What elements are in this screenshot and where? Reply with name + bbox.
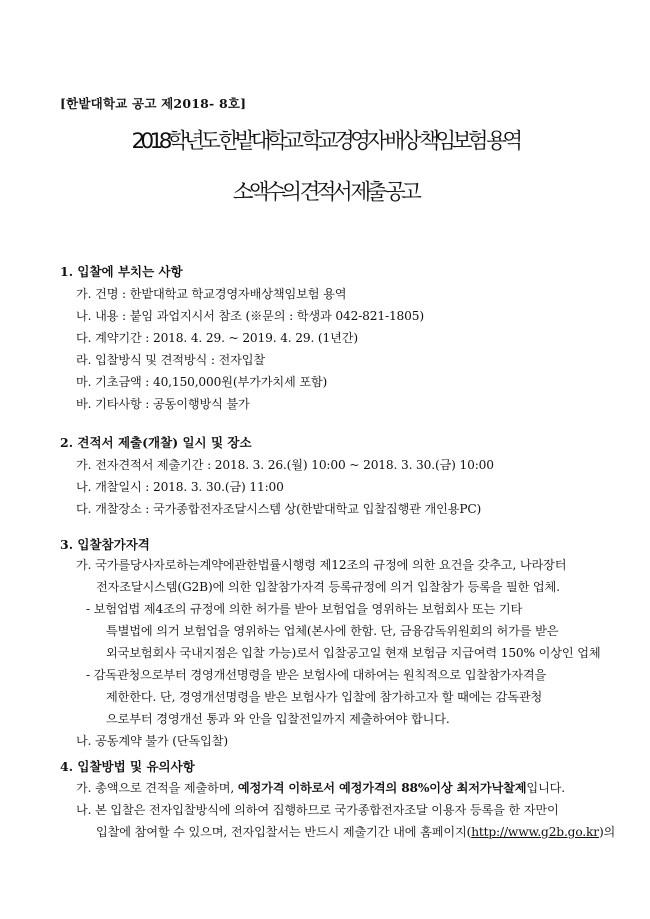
- section1-item-ra: 라. 입찰방식 및 견적방식 : 전자입찰: [76, 353, 266, 367]
- section1-item-da: 다. 계약기간 : 2018. 4. 29. ~ 2019. 4. 29. (1년간): [76, 331, 358, 345]
- section4-item-na-line2-prefix: 입찰에 참여할 수 있으며, 전자입찰서는 반드시 제출기간 내에 홈페이지(: [96, 825, 472, 839]
- notice-title-line2: 소액수의 견적서 제출 공고: [232, 180, 418, 205]
- section4-item-ga-suffix: 입니다.: [526, 781, 565, 795]
- section4-heading: 4. 입찰방법 및 유의사항: [60, 759, 195, 774]
- notice-title-line1: 2018학년도 한밭대학교 학교경영자 배상 책임보험 용역: [131, 129, 519, 154]
- section3-dash2-line2: 제한한다. 단, 경영개선명령을 받은 보험사가 입찰에 참가하고자 할 때에는 감독관청: [106, 690, 543, 704]
- section3-dash1-line2: 특별법에 의거 보험업을 영위하는 업체(본사에 한함. 단, 금융감독위원회의 허가를 받은: [106, 624, 559, 638]
- section4-item-na-line2: [96, 823, 615, 840]
- section3-dash2-line1: - 감독관청으로부터 경영개선명령을 받은 보험사에 대하여는 원칙적으로 입찰참가자격을: [86, 668, 547, 682]
- section1-item-na: 나. 내용 : 붙임 과업지시서 참조 (※문의 : 학생과 042-821-1805): [76, 309, 424, 323]
- section1-item-ba: 바. 기타사항 : 공동이행방식 불가: [76, 397, 250, 411]
- section3-dash2-line3: 으로부터 경영개선 통과 와 안을 입찰전일까지 제출하여야 합니다.: [106, 712, 450, 726]
- section4-item-na-line1: 나. 본 입찰은 전자입찰방식에 의하여 집행하므로 국가종합전자조달 이용자 등록을 한 자만이: [76, 803, 559, 817]
- section1-item-ma: 마. 기초금액 : 40,150,000원(부가가치세 포함): [76, 375, 328, 389]
- section2-heading: 2. 견적서 제출(개찰) 일시 및 장소: [60, 435, 252, 450]
- section4-item-ga-emphasis: 예정가격 이하로서 예정가격의 88%이상 최저가낙찰제: [237, 781, 527, 795]
- section3-heading: 3. 입찰참가자격: [60, 537, 150, 552]
- section4-item-ga-prefix: 가. 총액으로 견적을 제출하며,: [76, 781, 238, 795]
- section2-item-na: 나. 개찰일시 : 2018. 3. 30.(금) 11:00: [76, 480, 284, 494]
- section3-item-na: 나. 공동계약 불가 (단독입찰): [76, 734, 228, 748]
- section3-dash1-line3: 외국보험회사 국내지점은 입찰 가능)로서 입찰공고일 현재 보험금 지급여력 150% 이상인 업체: [106, 646, 601, 660]
- section3-item-ga-line1: 가. 국가를당사자로하는계약에관한법률시행령 제12조의 규정에 의한 요건을 갖추고, 나라장터: [76, 558, 567, 572]
- notice-number: [한밭대학교 공고 제2018- 8호]: [60, 96, 247, 111]
- section4-item-na-line2-suffix: )의: [598, 825, 616, 839]
- section2-item-ga: 가. 전자견적서 제출기간 : 2018. 3. 26.(월) 10:00 ~ 2018. 3. 30.(금) 10:00: [76, 458, 494, 472]
- g2b-link[interactable]: http://www.g2b.go.kr: [471, 825, 599, 839]
- section3-item-ga-line2: 전자조달시스템(G2B)에 의한 입찰참가자격 등록규정에 의거 입찰참가 등록을 필한 업체.: [96, 580, 560, 594]
- section2-item-da: 다. 개찰장소 : 국가종합전자조달시스템 상(한밭대학교 입찰집행관 개인용PC): [76, 502, 482, 516]
- section1-item-ga: 가. 건명 : 한밭대학교 학교경영자배상책임보험 용역: [76, 287, 347, 301]
- section4-item-ga: [76, 779, 565, 796]
- section1-heading: 1. 입찰에 부치는 사항: [60, 264, 183, 279]
- section3-dash1-line1: - 보험업법 제4조의 규정에 의한 허가를 받아 보험업을 영위하는 보험회사 또는 기타: [86, 602, 523, 616]
